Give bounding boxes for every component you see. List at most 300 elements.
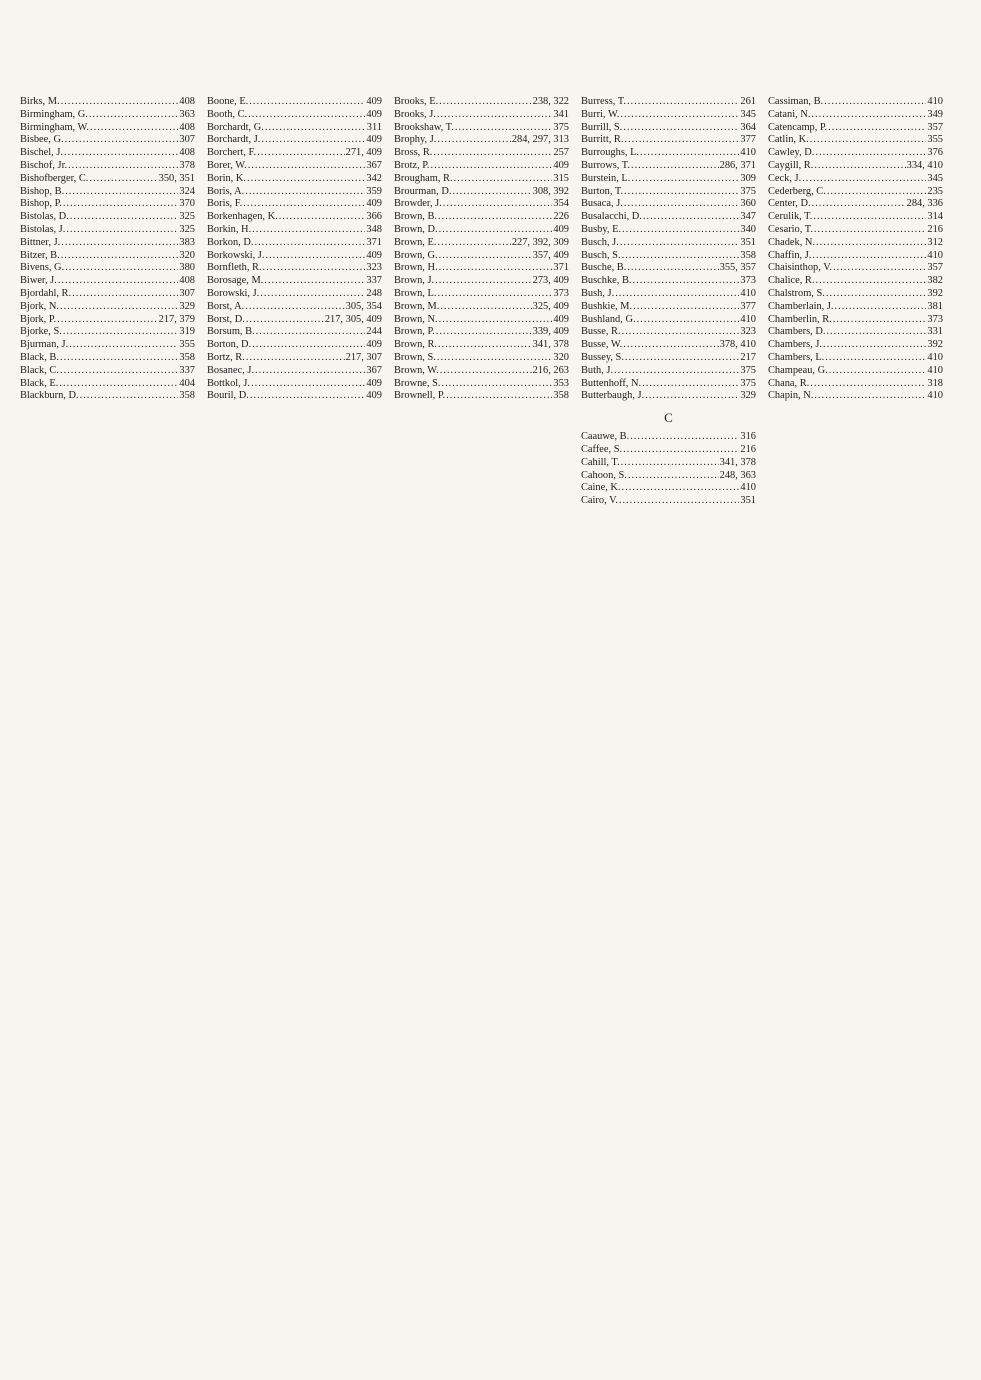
dot-leader bbox=[256, 326, 366, 339]
entry-name: Cahill, T. bbox=[581, 456, 620, 468]
dot-leader bbox=[437, 109, 553, 122]
dot-leader bbox=[640, 147, 739, 160]
index-entry bbox=[768, 275, 943, 288]
entry-name: Burrill, S. bbox=[581, 121, 623, 133]
entry-name: Brown, P. bbox=[394, 326, 435, 338]
entry-pages: 392 bbox=[927, 339, 943, 351]
dot-leader bbox=[61, 250, 179, 263]
index-entry bbox=[20, 250, 195, 263]
entry-pages: 409 bbox=[553, 159, 569, 171]
entry-pages: 360 bbox=[740, 198, 756, 210]
entry-pages: 308, 392 bbox=[532, 185, 569, 197]
dot-leader bbox=[89, 109, 179, 122]
entry-name: Cesario, T. bbox=[768, 223, 813, 235]
entry-name: Bishofberger, C. bbox=[20, 172, 89, 184]
index-entry bbox=[394, 160, 569, 173]
dot-leader bbox=[814, 160, 905, 173]
entry-name: Bushkie, M. bbox=[581, 300, 633, 312]
entry-name: Bivens, G. bbox=[20, 262, 65, 274]
entry-name: Catlin, K. bbox=[768, 134, 809, 146]
entry-pages: 238, 322 bbox=[532, 96, 569, 107]
entry-pages: 323 bbox=[740, 326, 756, 338]
entry-pages: 358 bbox=[740, 249, 756, 261]
entry-pages: 334, 410 bbox=[906, 159, 943, 171]
entry-pages: 357 bbox=[927, 262, 943, 274]
index-entry bbox=[394, 326, 569, 339]
entry-pages: 377 bbox=[740, 300, 756, 312]
entry-pages: 358 bbox=[179, 351, 195, 363]
dot-leader bbox=[813, 211, 926, 224]
entry-pages: 345 bbox=[927, 172, 943, 184]
entry-pages: 363 bbox=[179, 108, 195, 120]
index-entry bbox=[394, 390, 569, 403]
dot-leader bbox=[439, 250, 532, 263]
entry-pages: 410 bbox=[740, 482, 756, 494]
entry-pages: 373 bbox=[927, 313, 943, 325]
entry-name: Chana, R. bbox=[768, 377, 810, 389]
entry-name: Brotz, P. bbox=[394, 159, 430, 171]
index-column-4 bbox=[581, 96, 756, 508]
entry-name: Caffee, S. bbox=[581, 443, 623, 455]
entry-name: Cahoon, S. bbox=[581, 469, 627, 481]
entry-name: Bjurman, J. bbox=[20, 339, 69, 351]
entry-pages: 284, 336 bbox=[906, 198, 943, 210]
entry-pages: 337 bbox=[366, 275, 382, 287]
index-entry bbox=[207, 224, 382, 237]
dot-leader bbox=[622, 482, 740, 495]
index-entry bbox=[20, 275, 195, 288]
dot-leader bbox=[624, 198, 740, 211]
index-entry bbox=[581, 198, 756, 211]
dot-leader bbox=[814, 390, 926, 403]
entry-pages: 248, 363 bbox=[719, 469, 756, 481]
index-entry bbox=[207, 160, 382, 173]
dot-leader bbox=[68, 160, 178, 173]
entry-name: Caauwe, B. bbox=[581, 431, 630, 443]
entry-pages: 311 bbox=[366, 121, 382, 133]
entry-name: Caine, K. bbox=[581, 482, 621, 494]
index-entry bbox=[768, 134, 943, 147]
entry-pages: 375 bbox=[740, 364, 756, 376]
index-column-1 bbox=[20, 96, 195, 508]
index-entry bbox=[207, 211, 382, 224]
entry-pages: 227, 392, 309 bbox=[511, 236, 569, 248]
index-entry bbox=[394, 275, 569, 288]
entry-name: Chambers, D. bbox=[768, 326, 826, 338]
entry-name: Borchert, F. bbox=[207, 147, 257, 159]
entry-name: Cerulik, T. bbox=[768, 211, 813, 223]
index-entry bbox=[768, 365, 943, 378]
index-entry bbox=[768, 301, 943, 314]
dot-leader bbox=[438, 211, 552, 224]
dot-leader bbox=[248, 160, 366, 173]
entry-name: Birmingham, W. bbox=[20, 121, 89, 133]
index-entry bbox=[394, 352, 569, 365]
entry-name: Boone, E. bbox=[207, 96, 249, 107]
entry-name: Borton, D. bbox=[207, 339, 252, 351]
dot-leader bbox=[833, 262, 926, 275]
index-entry bbox=[207, 250, 382, 263]
entry-pages: 373 bbox=[740, 275, 756, 287]
index-entry bbox=[20, 288, 195, 301]
entry-name: Brown, S. bbox=[394, 351, 436, 363]
dot-leader bbox=[263, 262, 366, 275]
index-entry bbox=[207, 147, 382, 160]
index-entry bbox=[768, 173, 943, 186]
index-entry bbox=[581, 352, 756, 365]
index-entry bbox=[20, 109, 195, 122]
dot-leader bbox=[61, 237, 178, 250]
entry-name: Brophy, J. bbox=[394, 134, 437, 146]
dot-leader bbox=[835, 301, 927, 314]
dot-leader bbox=[631, 160, 719, 173]
dot-leader bbox=[827, 186, 927, 199]
entry-name: Cawley, D. bbox=[768, 147, 815, 159]
index-entry bbox=[581, 288, 756, 301]
entry-pages: 354 bbox=[553, 198, 569, 210]
entry-pages: 364 bbox=[740, 121, 756, 133]
entry-name: Champeau, G. bbox=[768, 364, 828, 376]
entry-pages: 355 bbox=[179, 339, 195, 351]
dot-leader bbox=[433, 147, 552, 160]
index-entry bbox=[581, 314, 756, 327]
entry-name: Borchardt, G. bbox=[207, 121, 264, 133]
index-entry bbox=[768, 378, 943, 391]
entry-pages: 410 bbox=[740, 313, 756, 325]
entry-name: Burton, T. bbox=[581, 185, 624, 197]
entry-name: Bouril, D. bbox=[207, 390, 249, 402]
entry-name: Chambers, L. bbox=[768, 351, 825, 363]
dot-leader bbox=[623, 444, 739, 457]
entry-name: Black, B. bbox=[20, 351, 59, 363]
index-entry bbox=[394, 211, 569, 224]
entry-pages: 373 bbox=[553, 287, 569, 299]
index-entry bbox=[581, 211, 756, 224]
dot-leader bbox=[58, 275, 179, 288]
entry-name: Buttenhoff, N. bbox=[581, 377, 642, 389]
index-entry bbox=[581, 326, 756, 339]
entry-pages: 324 bbox=[179, 185, 195, 197]
entry-name: Cederberg, C. bbox=[768, 185, 826, 197]
index-entry bbox=[207, 326, 382, 339]
entry-pages: 261 bbox=[740, 96, 756, 107]
index-entry bbox=[581, 173, 756, 186]
dot-leader bbox=[245, 186, 365, 199]
entry-name: Brown, B. bbox=[394, 211, 438, 223]
dot-leader bbox=[279, 211, 366, 224]
index-entry bbox=[394, 173, 569, 186]
index-entry bbox=[20, 147, 195, 160]
entry-name: Brougham, R. bbox=[394, 172, 453, 184]
dot-leader bbox=[623, 339, 718, 352]
index-entry bbox=[20, 224, 195, 237]
dot-leader bbox=[812, 198, 906, 211]
dot-leader bbox=[642, 378, 739, 391]
index-entry bbox=[394, 262, 569, 275]
index-entry bbox=[207, 339, 382, 352]
dot-leader bbox=[64, 147, 178, 160]
index-column-5 bbox=[768, 96, 943, 508]
index-entry bbox=[207, 96, 382, 109]
entry-pages: 316 bbox=[740, 431, 756, 443]
entry-pages: 347 bbox=[740, 211, 756, 223]
dot-leader bbox=[80, 390, 179, 403]
entry-pages: 357, 409 bbox=[532, 249, 569, 261]
entry-name: Brooks, E. bbox=[394, 96, 439, 107]
dot-leader bbox=[614, 365, 739, 378]
entry-name: Browne, S. bbox=[394, 377, 441, 389]
entry-name: Chalstrom, S. bbox=[768, 287, 825, 299]
entry-pages: 380 bbox=[179, 262, 195, 274]
index-entry bbox=[768, 122, 943, 135]
entry-name: Borst, A. bbox=[207, 300, 245, 312]
entry-pages: 325 bbox=[179, 223, 195, 235]
entry-pages: 392 bbox=[927, 287, 943, 299]
index-entry bbox=[581, 262, 756, 275]
index-entry bbox=[207, 301, 382, 314]
entry-name: Busse, R. bbox=[581, 326, 621, 338]
entry-name: Browder, J. bbox=[394, 198, 442, 210]
entry-pages: 355 bbox=[927, 134, 943, 146]
dot-leader bbox=[810, 134, 927, 147]
entry-name: Brown, G. bbox=[394, 249, 438, 261]
entry-pages: 359 bbox=[366, 185, 382, 197]
entry-name: Bishop, B. bbox=[20, 185, 65, 197]
entry-name: Bornfleth, R. bbox=[207, 262, 262, 274]
entry-name: Borsum, B. bbox=[207, 326, 255, 338]
entry-pages: 244 bbox=[366, 326, 382, 338]
entry-pages: 307 bbox=[179, 287, 195, 299]
dot-leader bbox=[245, 301, 344, 314]
entry-name: Borkon, D. bbox=[207, 236, 254, 248]
entry-name: Busch, S. bbox=[581, 249, 621, 261]
entry-pages: 409 bbox=[366, 377, 382, 389]
index-entry bbox=[207, 109, 382, 122]
index-entry bbox=[20, 134, 195, 147]
index-entry bbox=[207, 198, 382, 211]
entry-pages: 367 bbox=[366, 364, 382, 376]
dot-leader bbox=[633, 301, 739, 314]
dot-leader bbox=[643, 211, 740, 224]
dot-leader bbox=[815, 147, 926, 160]
dot-leader bbox=[443, 198, 553, 211]
index-entry bbox=[394, 109, 569, 122]
dot-leader bbox=[440, 365, 532, 378]
entry-pages: 226 bbox=[553, 211, 569, 223]
entry-pages: 409 bbox=[366, 96, 382, 107]
index-entry bbox=[20, 211, 195, 224]
entry-pages: 366 bbox=[366, 211, 382, 223]
entry-name: Burstein, L. bbox=[581, 172, 631, 184]
dot-leader bbox=[66, 224, 178, 237]
index-entry bbox=[20, 122, 195, 135]
entry-name: Bischof, Jr. bbox=[20, 159, 68, 171]
dot-leader bbox=[615, 288, 739, 301]
index-column-2 bbox=[207, 96, 382, 508]
entry-name: Booth, C. bbox=[207, 108, 248, 120]
entry-pages: 371 bbox=[366, 236, 382, 248]
index-entry bbox=[768, 160, 943, 173]
dot-leader bbox=[89, 173, 157, 186]
entry-pages: 410 bbox=[927, 96, 943, 107]
index-entry bbox=[768, 109, 943, 122]
entry-name: Chambers, J. bbox=[768, 339, 822, 351]
entry-name: Brown, J. bbox=[394, 275, 435, 287]
entry-pages: 376 bbox=[927, 147, 943, 159]
index-entry bbox=[394, 147, 569, 160]
dot-leader bbox=[454, 173, 553, 186]
dot-leader bbox=[826, 288, 927, 301]
dot-leader bbox=[812, 250, 926, 263]
entry-pages: 217, 305, 409 bbox=[324, 313, 382, 325]
entry-name: Chalice, R. bbox=[768, 275, 815, 287]
entry-name: Bitzer, B. bbox=[20, 249, 60, 261]
dot-leader bbox=[826, 326, 926, 339]
index-entry bbox=[394, 288, 569, 301]
entry-name: Catencamp, P. bbox=[768, 121, 828, 133]
entry-name: Buschke, B. bbox=[581, 275, 632, 287]
dot-leader bbox=[446, 390, 552, 403]
entry-pages: 378 bbox=[179, 159, 195, 171]
dot-leader bbox=[810, 378, 926, 391]
index-entry bbox=[581, 160, 756, 173]
index-entry bbox=[20, 378, 195, 391]
entry-name: Bisbee, G. bbox=[20, 134, 64, 146]
dot-leader bbox=[828, 122, 926, 135]
entry-pages: 348 bbox=[366, 223, 382, 235]
entry-pages: 409 bbox=[553, 223, 569, 235]
entry-name: Brown, M. bbox=[394, 300, 440, 312]
entry-name: Busch, J. bbox=[581, 236, 619, 248]
dot-leader bbox=[431, 160, 553, 173]
entry-pages: 375 bbox=[553, 121, 569, 133]
index-entry bbox=[581, 147, 756, 160]
index-entry bbox=[20, 186, 195, 199]
index-entry bbox=[20, 301, 195, 314]
entry-name: Burri, W. bbox=[581, 108, 620, 120]
dot-leader bbox=[622, 326, 740, 339]
index-entry bbox=[581, 378, 756, 391]
entry-name: Chamberlin, R. bbox=[768, 313, 832, 325]
dot-leader bbox=[637, 314, 740, 327]
entry-name: Bischel, J. bbox=[20, 147, 64, 159]
dot-leader bbox=[72, 288, 178, 301]
dot-leader bbox=[620, 237, 740, 250]
entry-pages: 371 bbox=[553, 262, 569, 274]
dot-leader bbox=[247, 173, 365, 186]
dot-leader bbox=[246, 352, 345, 365]
entry-name: Bottkol, J. bbox=[207, 377, 251, 389]
entry-name: Busalacchi, D. bbox=[581, 211, 642, 223]
entry-pages: 382 bbox=[927, 275, 943, 287]
entry-pages: 409 bbox=[366, 198, 382, 210]
index-entry bbox=[581, 495, 756, 508]
dot-leader bbox=[623, 122, 739, 135]
entry-pages: 341, 378 bbox=[719, 456, 756, 468]
index-entry bbox=[581, 250, 756, 263]
dot-leader bbox=[439, 224, 553, 237]
dot-leader bbox=[249, 96, 365, 109]
index-entry bbox=[207, 288, 382, 301]
entry-pages: 318 bbox=[927, 377, 943, 389]
entry-name: Cassiman, B. bbox=[768, 96, 824, 107]
dot-leader bbox=[824, 96, 926, 109]
entry-name: Bross, R. bbox=[394, 147, 433, 159]
index-entry bbox=[581, 96, 756, 109]
dot-leader bbox=[59, 378, 178, 391]
entry-name: Brown, R. bbox=[394, 339, 438, 351]
dot-leader bbox=[627, 96, 739, 109]
entry-pages: 314 bbox=[927, 211, 943, 223]
entry-pages: 408 bbox=[179, 275, 195, 287]
entry-name: Ceck, J. bbox=[768, 172, 802, 184]
dot-leader bbox=[70, 211, 179, 224]
dot-leader bbox=[455, 122, 553, 135]
entry-pages: 216 bbox=[927, 223, 943, 235]
entry-name: Caygill, R. bbox=[768, 159, 814, 171]
entry-pages: 353 bbox=[553, 377, 569, 389]
entry-pages: 410 bbox=[927, 364, 943, 376]
entry-name: Borchardt, J. bbox=[207, 134, 261, 146]
index-entry bbox=[207, 173, 382, 186]
index-entry bbox=[20, 365, 195, 378]
entry-name: Borosage, M. bbox=[207, 275, 264, 287]
entry-name: Brown, N. bbox=[394, 313, 438, 325]
entry-pages: 408 bbox=[179, 96, 195, 107]
index-entry bbox=[394, 186, 569, 199]
dot-leader bbox=[440, 301, 531, 314]
index-entry bbox=[581, 237, 756, 250]
dot-leader bbox=[437, 288, 552, 301]
index-entry bbox=[768, 198, 943, 211]
dot-leader bbox=[833, 314, 927, 327]
entry-pages: 271, 409 bbox=[345, 147, 382, 159]
dot-leader bbox=[65, 262, 178, 275]
dot-leader bbox=[437, 352, 553, 365]
dot-leader bbox=[265, 250, 365, 263]
index-entry bbox=[581, 365, 756, 378]
index-entry bbox=[20, 160, 195, 173]
entry-pages: 257 bbox=[553, 147, 569, 159]
index-entry bbox=[20, 262, 195, 275]
index-entry bbox=[394, 224, 569, 237]
entry-pages: 410 bbox=[740, 287, 756, 299]
dot-leader bbox=[63, 198, 179, 211]
entry-name: Brownell, P. bbox=[394, 390, 446, 402]
index-entry bbox=[768, 224, 943, 237]
entry-name: Brown, D. bbox=[394, 223, 438, 235]
entry-name: Bistolas, D. bbox=[20, 211, 69, 223]
dot-leader bbox=[437, 237, 510, 250]
entry-name: Center, D. bbox=[768, 198, 811, 210]
index-entry bbox=[581, 109, 756, 122]
entry-pages: 358 bbox=[179, 390, 195, 402]
entry-name: Birks, M. bbox=[20, 96, 60, 107]
entry-pages: 307 bbox=[179, 134, 195, 146]
index-entry bbox=[581, 122, 756, 135]
entry-name: Borowski, J. bbox=[207, 287, 260, 299]
dot-leader bbox=[438, 339, 532, 352]
entry-pages: 305, 354 bbox=[345, 300, 382, 312]
entry-pages: 370 bbox=[179, 198, 195, 210]
entry-name: Butterbaugh, J. bbox=[581, 390, 645, 402]
entry-name: Busche, B. bbox=[581, 262, 627, 274]
entry-name: Busse, W. bbox=[581, 339, 623, 351]
index-entry bbox=[768, 250, 943, 263]
entry-pages: 408 bbox=[179, 147, 195, 159]
index-entry bbox=[207, 275, 382, 288]
index-entry bbox=[581, 301, 756, 314]
